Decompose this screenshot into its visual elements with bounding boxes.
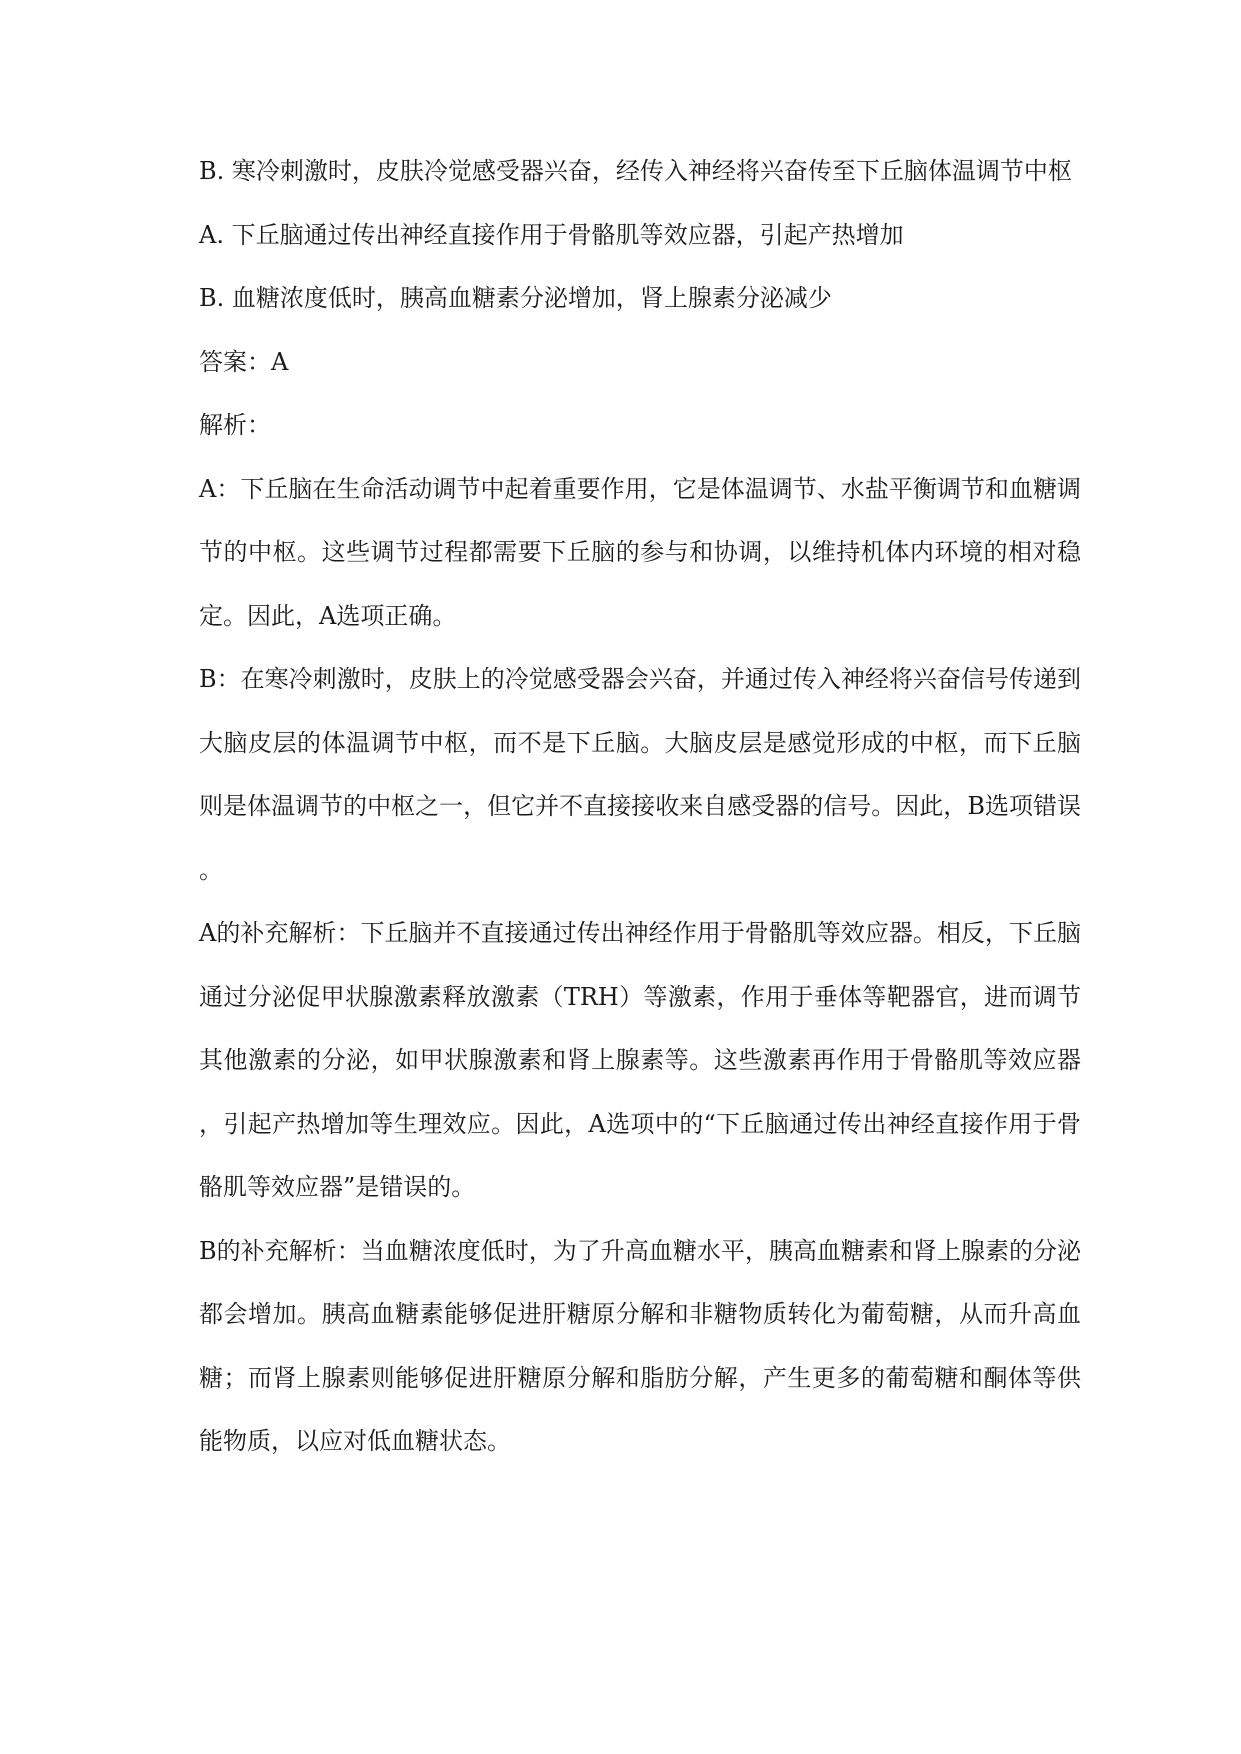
- option-a-hypothalamus: A. 下丘脑通过传出神经直接作用于骨骼肌等效应器，引起产热增加: [199, 220, 904, 249]
- analysis-b-paragraph: B：在寒冷刺激时，皮肤上的冷觉感受器会兴奋，并通过传入神经将兴奋信号传递到大脑皮层的体温调节中枢，而不是下丘脑。大脑皮层是感觉形成的中枢，而下丘脑则是体温调节的中枢之一，但它并不直接接收来自感受器的信号。因此，B选项错误。: [199, 665, 1081, 884]
- document-body: [199, 140, 1081, 1474]
- option-b-cold-stimulus: B. 寒冷刺激时，皮肤冷觉感受器兴奋，经传入神经将兴奋传至下丘脑体温调节中枢: [199, 157, 1072, 185]
- analysis-heading: 解析：: [199, 411, 271, 439]
- option-b-blood-sugar: B. 血糖浓度低时，胰高血糖素分泌增加，肾上腺素分泌减少: [199, 284, 832, 312]
- supplement-b-paragraph: B的补充解析：当血糖浓度低时，为了升高血糖水平，胰高血糖素和肾上腺素的分泌都会增加。胰高血糖素能够促进肝糖原分解和非糖物质转化为葡萄糖，从而升高血糖；而肾上腺素则能够促进肝糖原分解和脂肪分解，产生更多的葡萄糖和酮体等供能物质，以应对低血糖状态。: [199, 1236, 1081, 1455]
- analysis-a-paragraph: A：下丘脑在生命活动调节中起着重要作用，它是体温调节、水盐平衡调节和血糖调节的中枢。这些调节过程都需要下丘脑的参与和协调，以维持机体内环境的相对稳定。因此，A选项正确。: [199, 474, 1081, 630]
- answer-line: 答案：A: [199, 347, 289, 376]
- supplement-a-paragraph: A的补充解析：下丘脑并不直接通过传出神经作用于骨骼肌等效应器。相反，下丘脑通过分泌促甲状腺激素释放激素（TRH）等激素，作用于垂体等靶器官，进而调节其他激素的分泌，如甲状腺激素和肾上腺素等。这些激素再作用于骨骼肌等效应器，引起产热增加等生理效应。因此，A选项中的“下丘脑通过传出神经直接作用于骨骼肌等效应器”是错误的。: [199, 919, 1081, 1201]
